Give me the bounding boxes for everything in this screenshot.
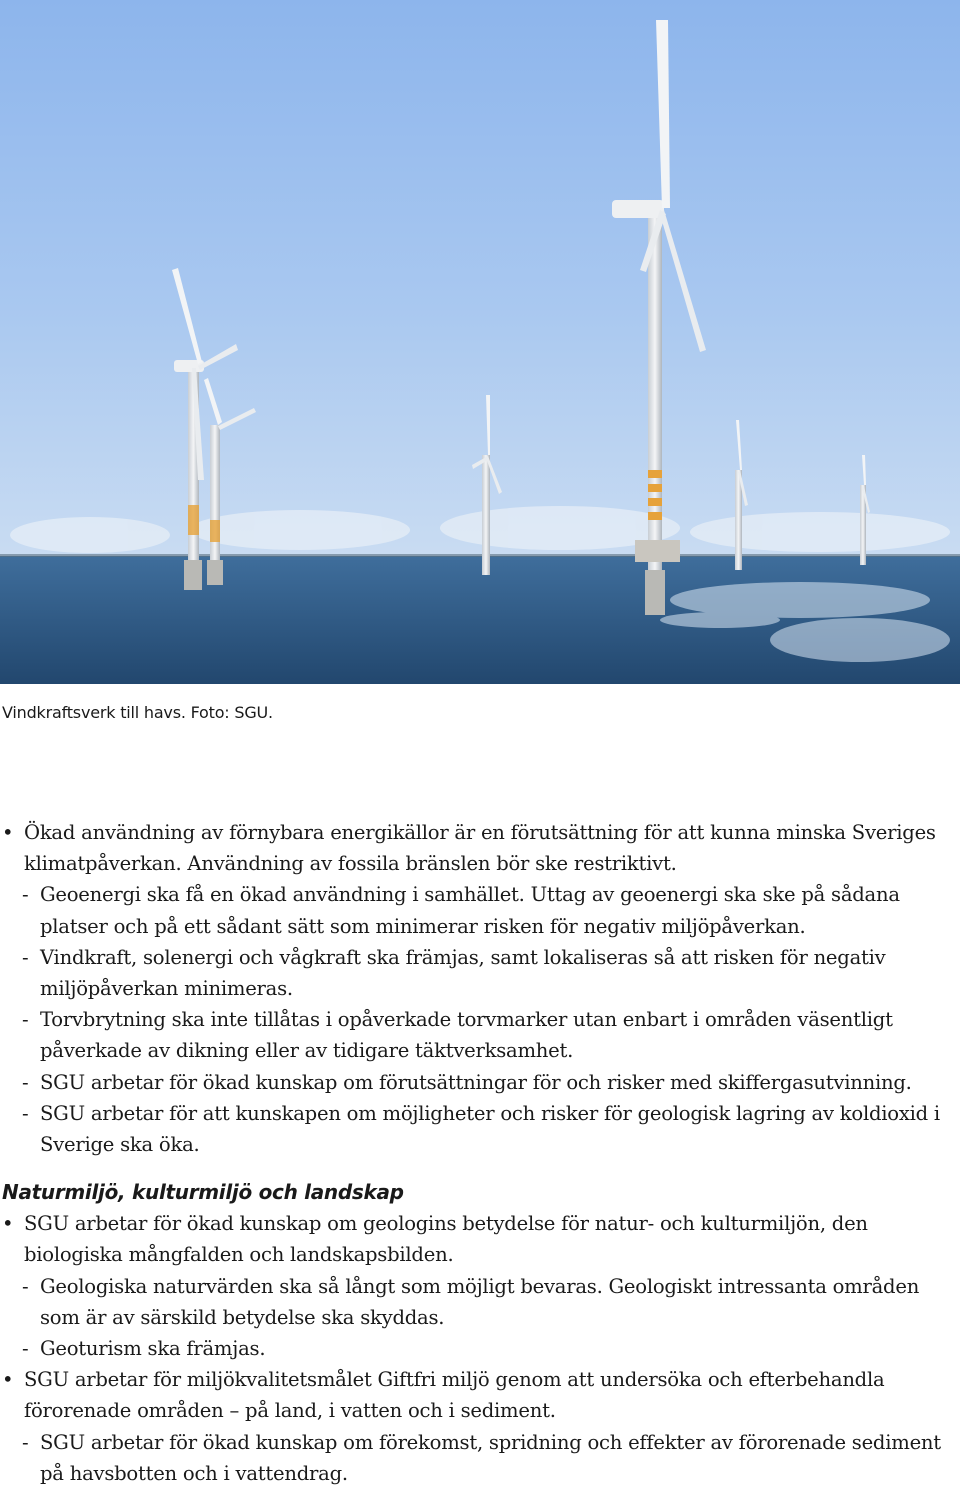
bullet-marker: •	[2, 1212, 14, 1236]
dash-marker: -	[22, 1337, 29, 1361]
list-item	[2, 1427, 958, 1489]
dash-marker: -	[22, 945, 29, 969]
bullet-marker: •	[2, 821, 14, 844]
list-item	[2, 1271, 958, 1333]
bullet-text: SGU arbetar för miljökvalitetsmålet Giftfri miljö genom att undersöka och efterbehandla förorenade områden – på land, i vatten och i sediment.	[24, 1368, 885, 1423]
list-item	[2, 942, 958, 1004]
wind-turbines-photo	[0, 0, 960, 684]
dash-marker: -	[22, 883, 29, 907]
subitem-text: SGU arbetar för att kunskapen om möjligheter och risker för geologisk lagring av koldioxid i Sverige ska öka.	[40, 1101, 940, 1157]
subitem-text: Vindkraft, solenergi och vågkraft ska främjas, samt lokaliseras så att risken för negativ miljöpåverkan minimeras.	[40, 945, 886, 1001]
list-item	[2, 1364, 958, 1426]
subitem-text: Geoenergi ska få en ökad användning i samhället. Uttag av geoenergi ska ske på sådana platser och på ett sådant sätt som minimerar risken för negativ miljöpåverkan.	[40, 883, 900, 938]
list-item	[2, 1067, 958, 1098]
photo-caption: Vindkraftsverk till havs. Foto: SGU.	[2, 703, 273, 722]
subitem-text: SGU arbetar för ökad kunskap om förekomst, spridning och effekter av förorenade sediment på havsbotten och i vattendrag.	[40, 1430, 941, 1485]
dash-marker: -	[22, 1101, 29, 1125]
main-text	[2, 817, 958, 1489]
dash-marker: -	[22, 1430, 29, 1454]
list-item	[2, 817, 958, 879]
list-item	[2, 1098, 958, 1160]
dash-marker: -	[22, 1070, 29, 1094]
subitem-text: Geologiska naturvärden ska så långt som möjligt bevaras. Geologiskt intressanta områden som är av särskild betydelse ska skyddas.	[40, 1274, 920, 1329]
bullet-text: Ökad användning av förnybara energikällor är en förutsättning för att kunna minska Sveriges klimatpåverkan. Användning av fossila bränslen bör ske restriktivt.	[24, 821, 936, 876]
bullet-text: SGU arbetar för ökad kunskap om geologins betydelse för natur- och kulturmiljön, den biologiska mångfalden och landskapsbilden.	[24, 1212, 868, 1267]
section-heading: Naturmiljö, kulturmiljö och landskap	[2, 1180, 404, 1205]
subitem-text: Torvbrytning ska inte tillåtas i opåverkade torvmarker utan enbart i områden väsentligt påverkade av dikning eller av tidigare täktverksamhet.	[40, 1008, 893, 1063]
list-item	[2, 1004, 958, 1066]
list-item	[2, 879, 958, 941]
dash-marker: -	[22, 1274, 29, 1298]
subitem-text: SGU arbetar för ökad kunskap om förutsättningar för och risker med skiffergasutvinning.	[40, 1070, 912, 1094]
bullet-marker: •	[2, 1368, 14, 1392]
list-item	[2, 1333, 958, 1364]
subitem-text: Geoturism ska främjas.	[40, 1337, 266, 1361]
list-item	[2, 1208, 958, 1270]
dash-marker: -	[22, 1008, 29, 1032]
